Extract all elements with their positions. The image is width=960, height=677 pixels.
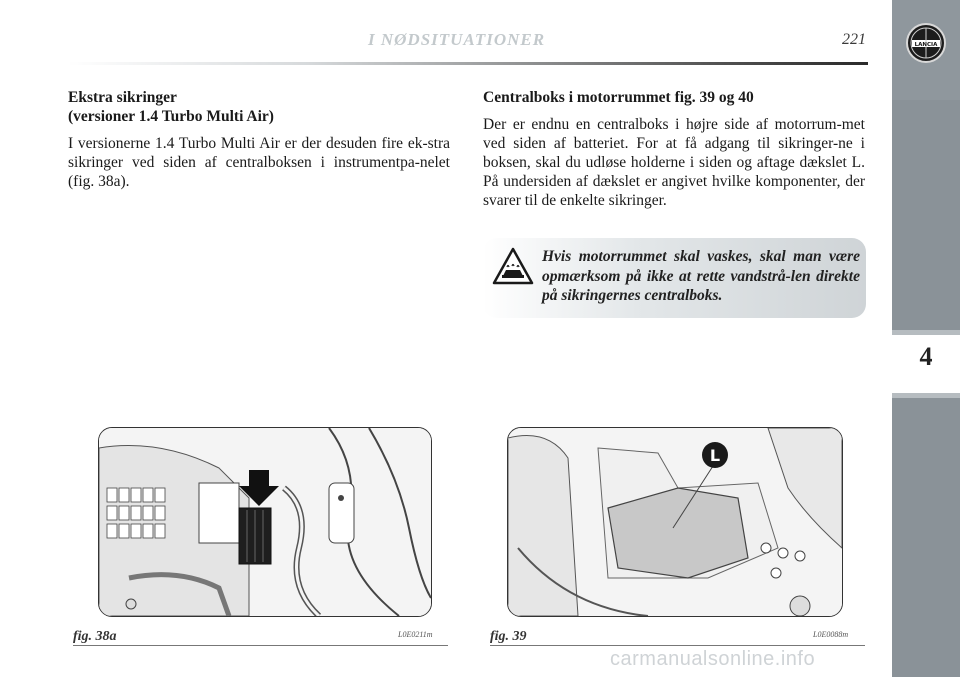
- figure-39-image: [507, 427, 843, 617]
- running-head: I NØDSITUATIONER: [368, 30, 546, 49]
- figure-code: L0E0088m: [813, 630, 849, 639]
- caption-rule: [73, 645, 448, 646]
- left-column: [68, 88, 450, 191]
- title-line-1: Ekstra sikringer: [68, 89, 177, 106]
- engine-bay-fusebox-illustration: [508, 428, 842, 616]
- section-title-extra-fuses: [68, 88, 450, 126]
- figure-caption: fig. 38a: [73, 629, 117, 644]
- warning-text: Hvis motorrummet skal vaskes, skal man være opmærksom på ikke at rette vandstrå-len direkte på sikringernes centralboks.: [542, 248, 860, 304]
- header-rule: [68, 62, 868, 65]
- figure-38a-image: [98, 427, 432, 617]
- fuse-panel-illustration: [99, 428, 431, 616]
- page-number: 221: [842, 31, 866, 48]
- callout-label-l: L: [709, 446, 721, 465]
- title-line-2: (versioner 1.4 Turbo Multi Air): [68, 108, 274, 125]
- right-column: [483, 88, 865, 210]
- chapter-number: 4: [919, 342, 933, 371]
- body-paragraph: Der er endnu en centralboks i højre side af motorrum-met ved siden af batteriet. For at få adgang til sikringer-ne i boksen, skal du udløse holderne i siden og aftage dækslet L. På undersiden af dækslet er angivet hvilke komponenter, der svarer til de enkelte sikringer.: [483, 116, 865, 209]
- car-wash-warning-icon: [492, 247, 534, 285]
- figure-code: L0E0211m: [398, 630, 433, 639]
- tab-separator: [892, 393, 960, 398]
- figure-caption: fig. 39: [490, 629, 527, 644]
- lancia-logo-icon: [905, 22, 947, 64]
- section-title-engine-fusebox: Centralboks i motorrummet fig. 39 og 40: [483, 89, 754, 106]
- body-paragraph: I versionerne 1.4 Turbo Multi Air er der desuden fire ek-stra sikringer ved siden af centralboksen i instrumentpa-nelet (fig. 38a).: [68, 135, 450, 190]
- logo-text: LANCIA: [914, 42, 938, 48]
- watermark: carmanualsonline.info: [610, 648, 816, 670]
- caption-rule: [490, 645, 865, 646]
